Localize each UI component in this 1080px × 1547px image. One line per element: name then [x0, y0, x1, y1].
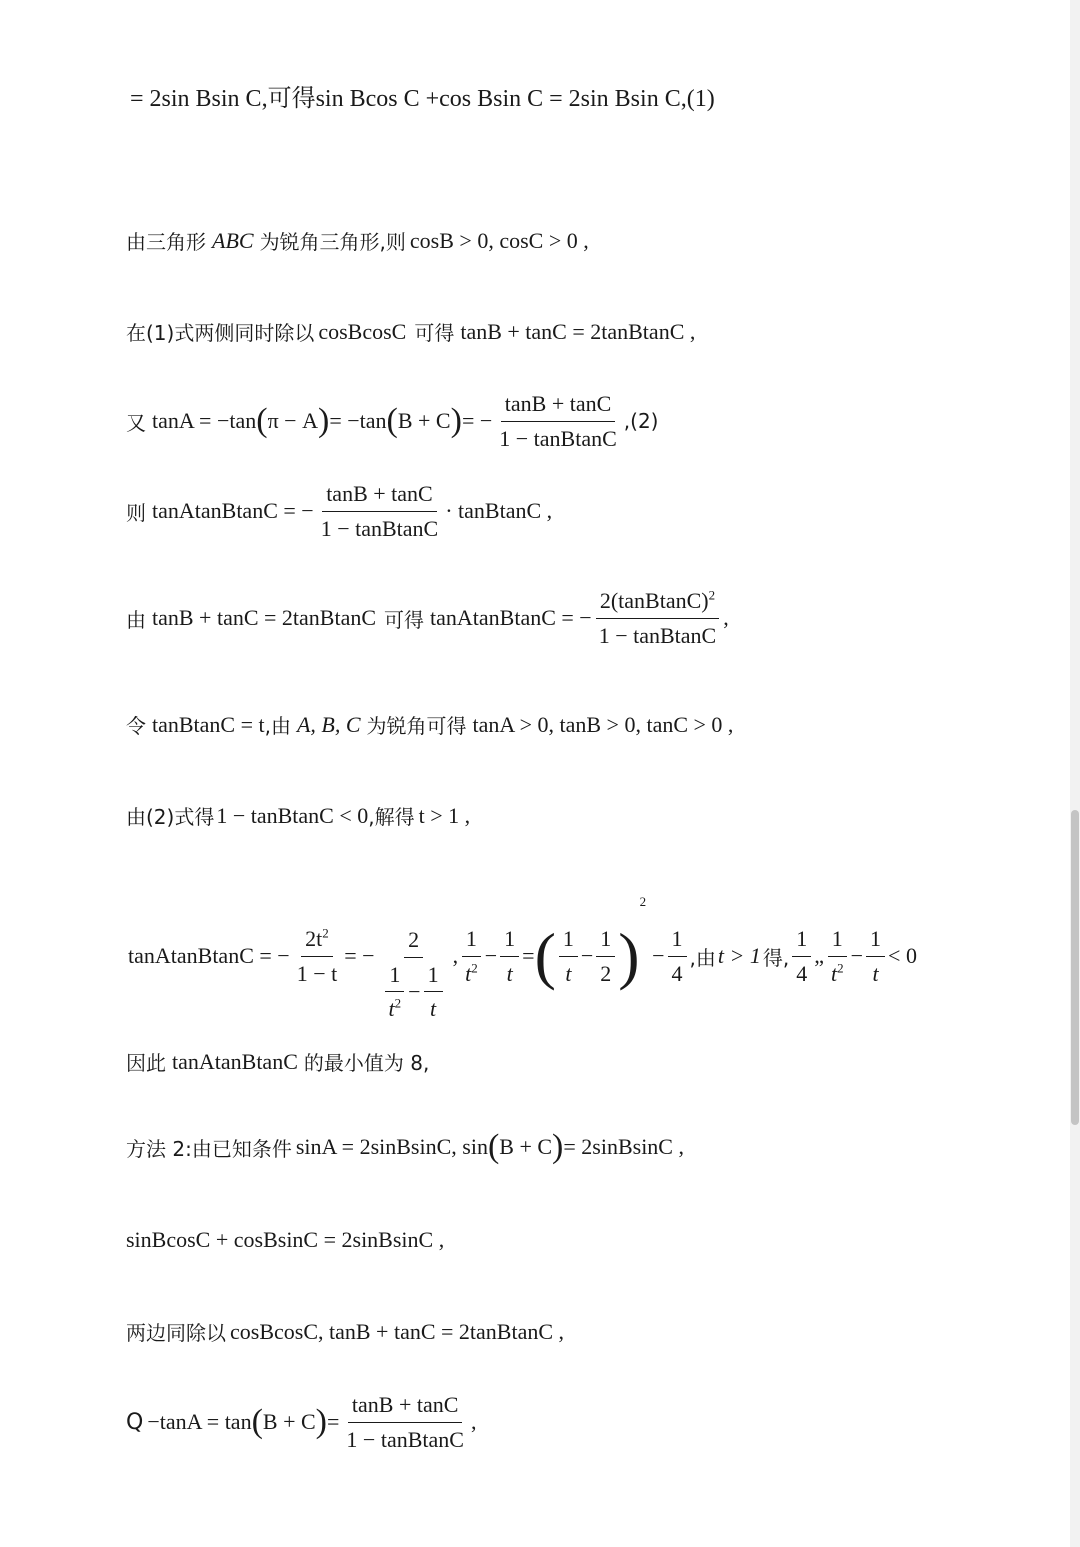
math: tanAtanBtanC = − [430, 605, 592, 630]
math: 1 − tanBtanC < 0 [216, 802, 369, 828]
text: ,(2) [623, 409, 659, 433]
because-symbol: Q [126, 1409, 144, 1435]
denominator [385, 992, 406, 1023]
math: − [580, 943, 594, 969]
text: 方法 2:由已知条件 [126, 1136, 292, 1161]
denominator: 2 [600, 960, 612, 986]
scrollbar-track[interactable] [1070, 0, 1080, 1547]
text: 可得 [384, 607, 425, 632]
scrollbar-thumb[interactable] [1071, 810, 1079, 1125]
exponent: 2 [708, 587, 716, 603]
numerator-text: 2(tanBtanC) [599, 588, 709, 613]
equation-line-12 [126, 1227, 444, 1253]
text: 可得 [414, 321, 455, 345]
equation-line-14: Q −tanA = tan ( B + C ) = $\frac{\tan B + \tan C}{\text{1 − tanBtanC}}$ , [126, 1392, 477, 1452]
equation-line-5 [126, 480, 552, 542]
math: − [484, 943, 498, 969]
fraction [461, 925, 482, 987]
denominator [461, 957, 482, 988]
denominator: 4 [671, 960, 683, 986]
math: A, B, C [296, 711, 361, 737]
text-line-11: 方法 2:由已知条件 sinA = 2sinBsinC, sin ( B + C ) = 2sinBsinC , [126, 1128, 684, 1165]
fraction [342, 1391, 468, 1453]
text: ,解得 [368, 805, 415, 829]
text: 在(1)式两侧同时除以 [126, 321, 315, 345]
math: , [452, 943, 459, 969]
fraction [293, 925, 342, 987]
numerator: 1 [385, 961, 404, 993]
text-line-13 [126, 1317, 564, 1346]
denominator: 1 − tanBtanC [598, 622, 717, 648]
math: t > 1 , [418, 802, 471, 828]
math: = [522, 943, 535, 969]
exponent: 2 [837, 960, 844, 976]
fraction [827, 925, 848, 987]
math: B + C [499, 1134, 553, 1159]
numerator-text: 2t [305, 926, 323, 952]
fraction [500, 925, 519, 987]
math: = − [461, 408, 493, 433]
numerator: 1 [596, 925, 615, 957]
fraction [559, 925, 578, 987]
text-line-8 [126, 801, 470, 830]
denominator: 1 − tanBtanC [499, 425, 617, 451]
text: 又 [126, 410, 146, 435]
variable: t [830, 960, 838, 986]
math: B + C [262, 1409, 316, 1434]
equation-line-4: 又 tanA = −tan ( π − A ) = −tan ( B + C ) = − $\frac{\tan B + \tan C}{\text{1 − tanBtanC}}$ ,(2) [126, 391, 659, 451]
numerator [596, 587, 719, 619]
numerator: 1 [792, 925, 811, 957]
math: = − [344, 943, 375, 969]
fraction [424, 961, 443, 1023]
equation-line-6 [126, 587, 729, 649]
numerator: 1 [462, 925, 481, 957]
math: sinA = 2sinBsinC, sin [295, 1134, 488, 1159]
math: tanAtanBtanC = − [152, 498, 314, 523]
exponent: 2 [471, 960, 478, 976]
numerator: 1 [559, 925, 578, 957]
exponent: 2 [639, 894, 647, 909]
denominator [827, 957, 848, 988]
math: , [723, 605, 729, 630]
variable: t [388, 996, 395, 1021]
text: 由 [126, 607, 146, 632]
equation-text: = 2sin Bsin C,可得sin Bcos C +cos Bsin C = 2sin Bsin C,(1) [130, 86, 715, 112]
complex-fraction [378, 926, 450, 1023]
numerator: tanB + tanC [348, 1391, 463, 1423]
text: 由(2)式得 [126, 805, 215, 829]
math: tanA > 0, tanB > 0, tanC > 0 , [472, 711, 734, 737]
math: tanBtanC = t [152, 711, 265, 737]
math: sinBcosC + cosBsinC = 2sinBsinC , [126, 1227, 445, 1252]
fraction [595, 587, 721, 649]
exponent: 2 [322, 925, 329, 941]
math: − [850, 943, 864, 969]
math: cosBcosC, tanB + tanC = 2tanBtanC , [230, 1318, 565, 1344]
math: = −tan [329, 408, 387, 433]
denominator: t [872, 960, 879, 986]
equation-line-1 [130, 78, 715, 113]
fraction [866, 925, 885, 987]
denominator: 1 − tanBtanC [320, 515, 439, 541]
math: ABC [212, 227, 254, 253]
denominator: 4 [796, 960, 808, 986]
fraction [668, 925, 687, 987]
math: π − A [267, 408, 318, 433]
text: 两边同除以 [126, 1321, 226, 1345]
math: tanAtanBtanC [172, 1048, 298, 1074]
exponent: 2 [394, 995, 402, 1011]
text-line-2 [126, 226, 589, 255]
denominator: t [430, 996, 437, 1021]
numerator [301, 925, 333, 957]
denominator: 1 − t [296, 960, 338, 986]
fraction [596, 925, 615, 987]
text: ,由 [264, 714, 291, 738]
text: 为锐角可得 [366, 714, 467, 738]
denominator: t [506, 960, 513, 986]
text-line-10 [126, 1047, 429, 1076]
math: · tanBtanC , [445, 498, 553, 523]
equation-line-9: tanAtanBtanC = − $\frac{2t^2}{1 - t}$ = − 2 $\frac{1}{t^2}$ − $\frac{1}{t}$ , $\frac{1}{t^2}$ − $\frac{1}{t}$ = ( $\frac{1}{t}$ − $\frac{1}{2}$ ) 2 − $\frac{1}{4}$ ,由 t > 1 得, $\frac{1}{4}$ „ $\frac{1}{t^2}$ − $\frac{1}{t}$ < 0 [128, 894, 917, 1021]
fraction [495, 390, 621, 452]
math: tanB + tanC = 2tanBtanC , [460, 318, 696, 344]
denominator: 1 − tanBtanC [346, 1426, 464, 1452]
math: = 2sinBsinC , [563, 1134, 684, 1159]
minus: − [408, 978, 421, 1004]
text-line-3 [126, 317, 695, 346]
math: tanA = −tan [152, 408, 257, 433]
math: , [470, 1409, 477, 1434]
text: 由三角形 [126, 230, 206, 254]
numerator: 1 [828, 925, 847, 957]
numerator: tanB + tanC [322, 480, 437, 512]
numerator: tanB + tanC [501, 390, 616, 422]
denominator: t [565, 960, 572, 986]
math: „ [814, 943, 824, 969]
text: 令 [126, 714, 146, 738]
numerator: 2 [404, 926, 423, 958]
fraction [385, 961, 406, 1023]
math: tanAtanBtanC = − [128, 943, 290, 969]
math: < 0 [888, 943, 917, 969]
math: = [327, 1409, 340, 1434]
math: − [652, 943, 665, 969]
text-line-7 [126, 710, 733, 739]
text: 的最小值为 8, [303, 1051, 430, 1075]
fraction [792, 925, 811, 987]
numerator: 1 [866, 925, 885, 957]
math: −tanA = tan [147, 1409, 252, 1434]
denominator [378, 958, 450, 1023]
math: cosBcosC [318, 318, 407, 344]
numerator: 1 [500, 925, 519, 957]
text: 得, [762, 945, 790, 970]
text: ,由 [689, 945, 716, 970]
variable: t [465, 960, 472, 986]
math: cosB > 0, cosC > 0 , [409, 227, 589, 253]
fraction [317, 480, 443, 542]
text: 为锐角三角形,则 [259, 230, 406, 254]
text: 则 [126, 500, 146, 525]
math: B + C [397, 408, 451, 433]
math: t > 1 [717, 943, 761, 969]
numerator: 1 [668, 925, 687, 957]
numerator: 1 [424, 961, 443, 993]
math: tanB + tanC = 2tanBtanC [152, 605, 377, 630]
text: 因此 [126, 1051, 166, 1075]
